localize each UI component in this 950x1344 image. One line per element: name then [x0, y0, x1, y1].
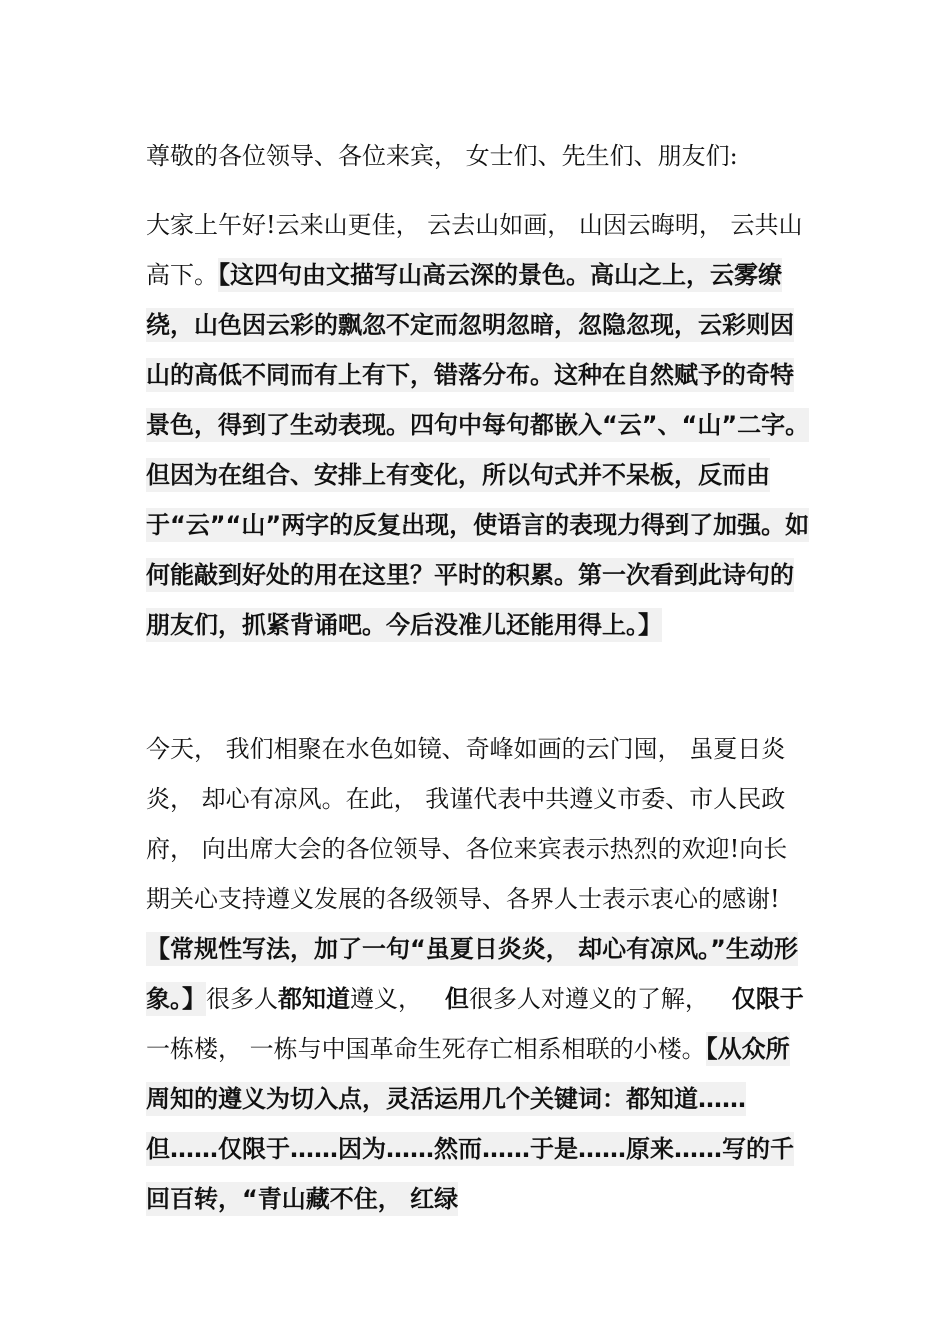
paragraph-welcome [146, 724, 810, 1224]
opening-text: 大家上午好!云来山更佳， 云去山如画， 山因云晦明， 云共山高下。 [146, 211, 803, 289]
body-text: 很多人对遵义的了解， [468, 985, 709, 1013]
body-text: 一栋楼， 一栋与中国革命生死存亡相系相联的小楼。 [146, 1035, 706, 1063]
keyword-highlight: 都知道 [278, 985, 350, 1013]
body-text: 遵义， [350, 985, 422, 1013]
body-text: 很多人 [206, 985, 278, 1013]
paragraph-opening [146, 200, 810, 650]
salutation-text: 尊敬的各位领导、各位来宾， 女士们、先生们、朋友们: [146, 142, 738, 170]
welcome-text: 今天， 我们相聚在水色如镜、奇峰如画的云门囤， 虽夏日炎炎， 却心有凉风。在此， 我谨代表中共遵义市委、市人民政府， 向出席大会的各位领导、各位来宾表示热烈的欢迎!向长期关心支持遵义发展的各级领导、各界人士表示衷心的感谢! [146, 735, 788, 913]
annotation-note: 【常规性写法，加了一句“虽夏日炎炎， 却心有凉风。”生动形象。】 [146, 932, 798, 1016]
keyword-highlight: 但 [444, 985, 469, 1013]
keyword-highlight: 仅限于 [731, 985, 804, 1013]
annotation-note: 【这四句由文描写山高云深的景色。高山之上，云雾缭绕，山色因云彩的飘忽不定而忽明忽暗，忽隐忽现，云彩则因山的高低不同而有上有下，错落分布。这种在自然赋予的奇特景色，得到了生动表现。四句中每句都嵌入“云”、“山”二字。但因为在组合、安排上有变化，所以句式并不呆板，反而由于“云”“山”两字的反复出现，使语言的表现力得到了加强。如何能敲到好处的用在这里？平时的积累。第一次看到此诗句的朋友们，抓紧背诵吧。今后没准儿还能用得上。】 [146, 258, 809, 642]
annotation-note: 【从众所周知的遵义为切入点，灵活运用几个关键词：都知道……但……仅限于……因为……然而……于是……原来……写的千回百转，“青山藏不住， 红绿 [146, 1032, 794, 1216]
salutation [146, 131, 810, 181]
